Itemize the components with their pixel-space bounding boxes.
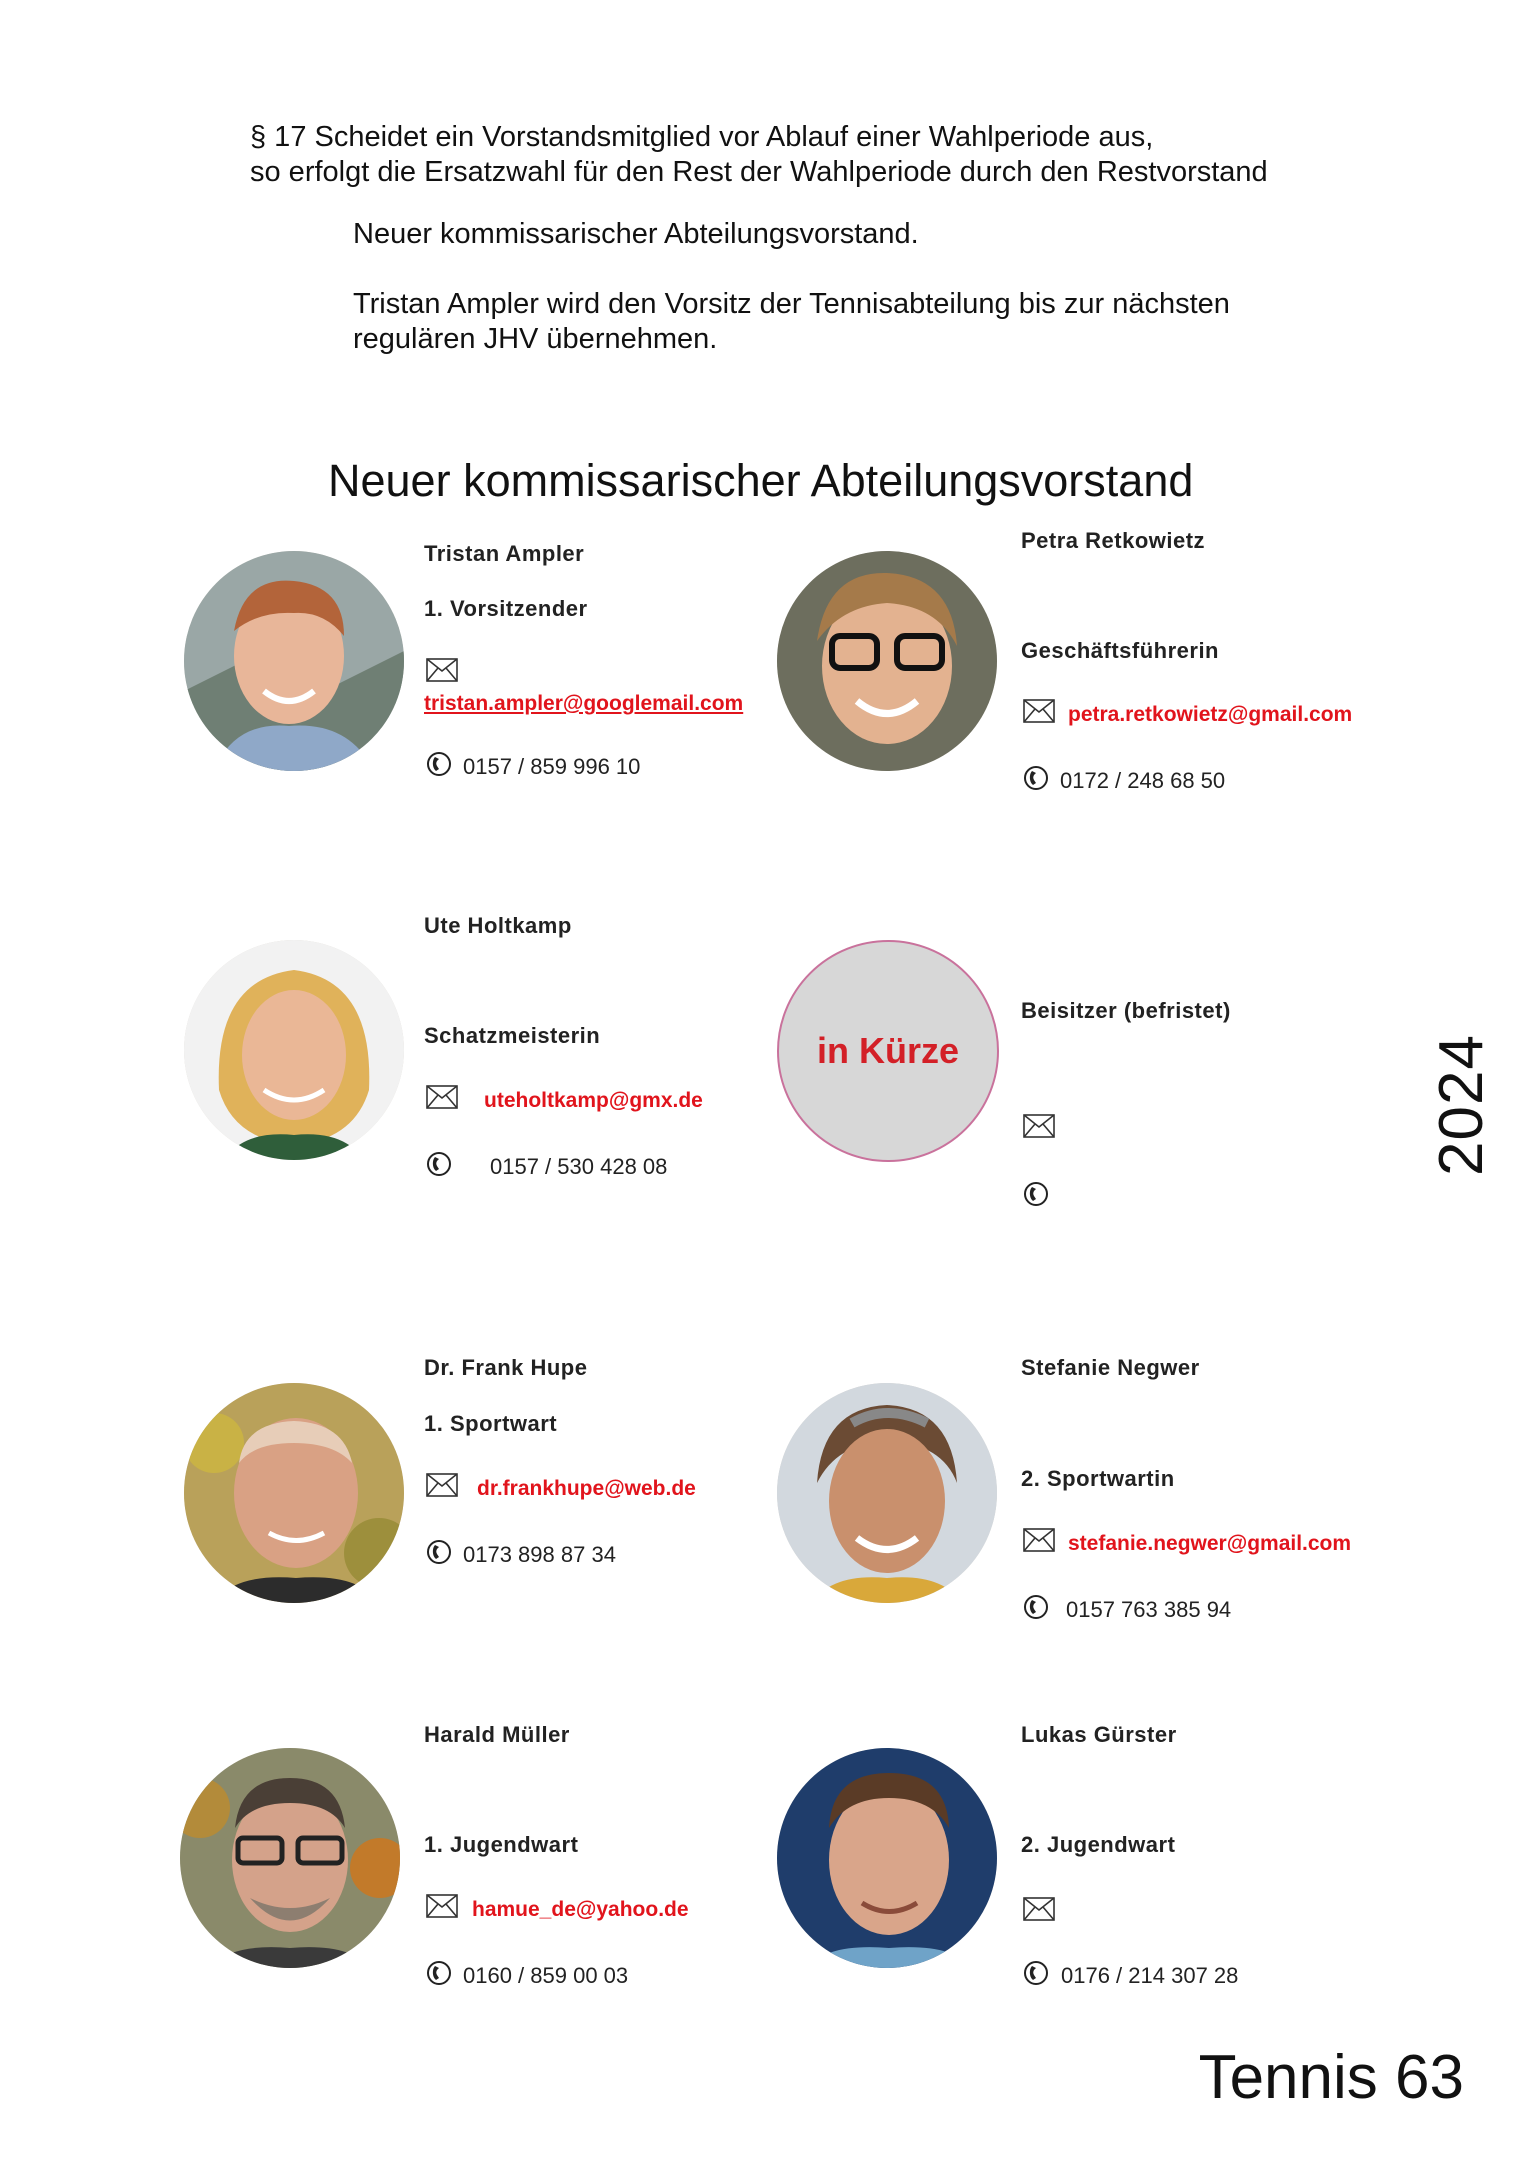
member-role: 2. Jugendwart xyxy=(1021,1832,1176,1857)
placeholder-text: in Kürze xyxy=(816,1030,959,1071)
placeholder-photo xyxy=(777,940,999,1162)
photo-stefanie-negwer xyxy=(777,1383,997,1603)
envelope-icon xyxy=(426,1894,458,1918)
phone-icon xyxy=(426,1539,452,1565)
member-role: 1. Vorsitzender xyxy=(424,596,588,621)
member-name: Dr. Frank Hupe xyxy=(424,1355,588,1380)
member-name: Stefanie Negwer xyxy=(1021,1355,1200,1380)
envelope-icon xyxy=(1023,1897,1055,1921)
phone-icon xyxy=(1023,1181,1049,1207)
envelope-icon xyxy=(1023,1528,1055,1552)
envelope-icon xyxy=(426,1473,458,1497)
envelope-icon xyxy=(1023,1114,1055,1138)
member-role: Beisitzer (befristet) xyxy=(1021,998,1231,1023)
envelope-icon xyxy=(426,1085,458,1109)
note-chair-line-1: Tristan Ampler wird den Vorsitz der Tennisabteilung bis zur nächsten xyxy=(353,288,1230,320)
envelope-icon xyxy=(1023,699,1055,723)
photo-petra-retkowietz xyxy=(777,551,997,771)
member-role: 1. Jugendwart xyxy=(424,1832,579,1857)
member-name: Tristan Ampler xyxy=(424,541,585,566)
member-email-link[interactable]: dr.frankhupe@web.de xyxy=(477,1477,696,1500)
member-role: 1. Sportwart xyxy=(424,1411,558,1436)
page-footer: Tennis 63 xyxy=(1198,2043,1464,2112)
member-phone: 0173 898 87 34 xyxy=(463,1542,616,1567)
member-role: 2. Sportwartin xyxy=(1021,1466,1175,1491)
member-role: Schatzmeisterin xyxy=(424,1023,601,1048)
photo-harald-mueller xyxy=(180,1748,400,1968)
statute-line-1: § 17 Scheidet ein Vorstandsmitglied vor Ablauf einer Wahlperiode aus, xyxy=(250,121,1154,153)
member-email-link[interactable]: stefanie.negwer@gmail.com xyxy=(1068,1532,1352,1555)
phone-icon xyxy=(1023,765,1049,791)
member-name: Harald Müller xyxy=(424,1722,570,1747)
photo-ute-holtkamp xyxy=(184,940,404,1160)
phone-icon xyxy=(1023,1594,1049,1620)
member-phone: 0157 / 530 428 08 xyxy=(490,1154,668,1179)
member-name: Petra Retkowietz xyxy=(1021,528,1206,553)
member-phone: 0160 / 859 00 03 xyxy=(463,1963,629,1988)
note-new-board: Neuer kommissarischer Abteilungsvorstand. xyxy=(353,218,919,250)
photo-frank-hupe xyxy=(184,1383,404,1603)
member-phone: 0172 / 248 68 50 xyxy=(1060,768,1226,793)
member-email-link[interactable]: tristan.ampler@googlemail.com xyxy=(424,692,744,715)
phone-icon xyxy=(426,751,452,777)
member-name: Ute Holtkamp xyxy=(424,913,572,938)
member-phone: 0176 / 214 307 28 xyxy=(1061,1963,1239,1988)
phone-icon xyxy=(426,1151,452,1177)
note-chair-line-2: regulären JHV übernehmen. xyxy=(353,323,718,355)
page-heading: Neuer kommissarischer Abteilungsvorstand xyxy=(328,455,1194,506)
member-email-link[interactable]: hamue_de@yahoo.de xyxy=(472,1898,689,1921)
envelope-icon xyxy=(426,658,458,682)
member-name: Lukas Gürster xyxy=(1021,1722,1177,1747)
member-role: Geschäftsführerin xyxy=(1021,638,1219,663)
photo-tristan-ampler xyxy=(184,551,404,771)
phone-icon xyxy=(426,1960,452,1986)
member-phone: 0157 / 859 996 10 xyxy=(463,754,641,779)
member-email-link[interactable]: petra.retkowietz@gmail.com xyxy=(1068,703,1353,726)
statute-line-2: so erfolgt die Ersatzwahl für den Rest der Wahlperiode durch den Restvorstand xyxy=(250,156,1268,188)
member-phone: 0157 763 385 94 xyxy=(1066,1597,1232,1622)
phone-icon xyxy=(1023,1960,1049,1986)
statute-paragraph xyxy=(250,120,1400,190)
photo-lukas-guerster xyxy=(777,1748,997,1968)
member-email-link[interactable]: uteholtkamp@gmx.de xyxy=(484,1089,703,1112)
year-label: 2024 xyxy=(1427,1034,1496,1176)
